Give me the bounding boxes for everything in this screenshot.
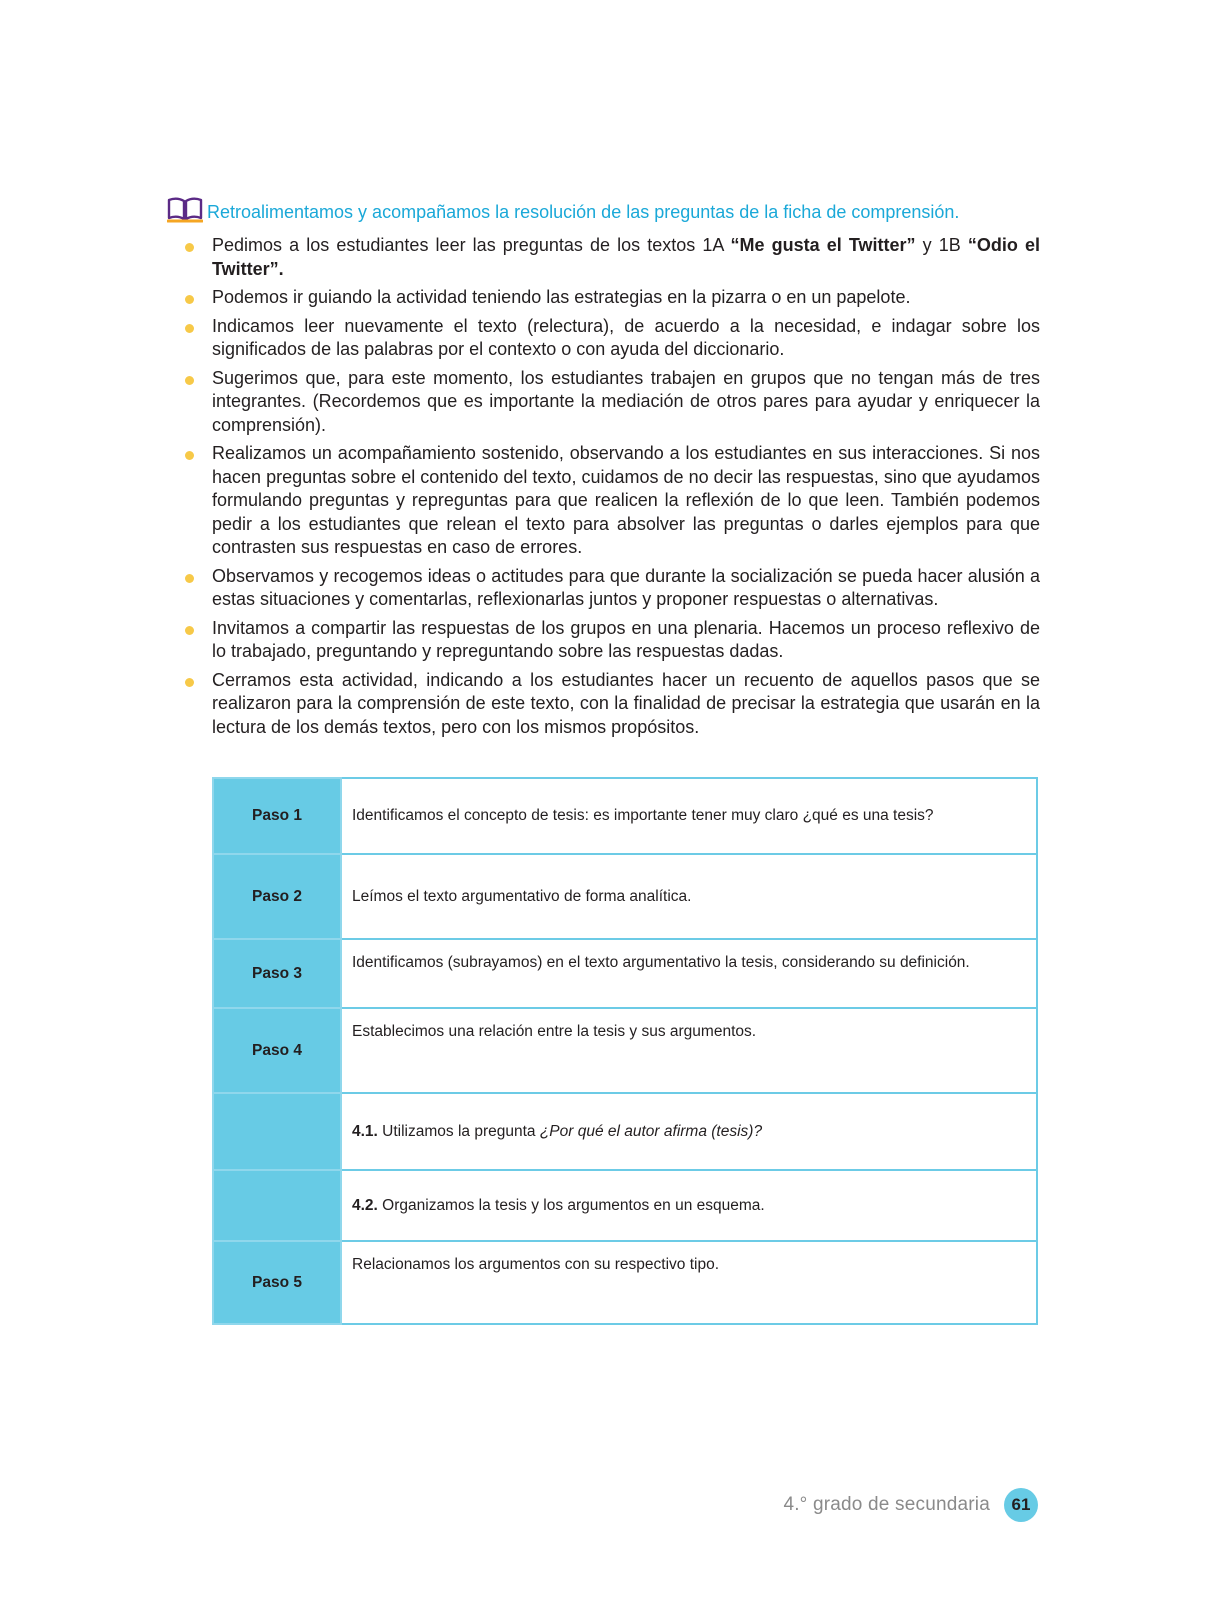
- table-row: [213, 1241, 1037, 1324]
- list-item: [185, 367, 1040, 438]
- substep-question: ¿Por qué el autor afirma (tesis)?: [539, 1122, 763, 1140]
- step-label: Paso 3: [213, 939, 341, 1008]
- table-row: [213, 854, 1037, 939]
- bullet-dot: [185, 295, 194, 304]
- bullet-dot: [185, 376, 194, 385]
- substep-number: 4.1.: [352, 1122, 378, 1140]
- list-item: [185, 617, 1040, 664]
- table-row: [213, 939, 1037, 1008]
- bold-title: “Me gusta el Twitter”: [730, 235, 916, 255]
- substep-number: 4.2.: [352, 1196, 378, 1214]
- step-label-empty: [213, 1170, 341, 1241]
- bullet-dot: [185, 324, 194, 333]
- bullet-text: Pedimos a los estudiantes leer las preguntas de los textos 1A: [212, 235, 731, 255]
- bullet-dot: [185, 574, 194, 583]
- grade-label: 4.° grado de secundaria: [783, 1494, 990, 1515]
- step-label: Paso 5: [213, 1241, 341, 1324]
- step-description: Identificamos (subrayamos) en el texto argumentativo la tesis, considerando su definición.: [341, 939, 1037, 1008]
- table-row: [213, 1093, 1037, 1170]
- bullet-dot: [185, 451, 194, 460]
- page-footer: [783, 1488, 1038, 1522]
- table-row: [213, 778, 1037, 854]
- bullet-text: Cerramos esta actividad, indicando a los estudiantes hacer un recuento de aquellos pasos que se realizaron para la comprensión de este texto, con la finalidad de precisar la estrategia que usarán en la lectura de los demás textos, pero con los mismos propósitos.: [212, 669, 1040, 737]
- substep-description: [341, 1093, 1037, 1170]
- step-description: Leímos el texto argumentativo de forma analítica.: [341, 854, 1037, 939]
- step-label-empty: [213, 1093, 341, 1170]
- list-item: [185, 669, 1040, 740]
- step-label: Paso 4: [213, 1008, 341, 1093]
- table-row: [213, 1170, 1037, 1241]
- bullet-dot: [185, 678, 194, 687]
- table-row: [213, 1008, 1037, 1093]
- page-number: 61: [1004, 1488, 1038, 1522]
- list-item: [185, 234, 1040, 281]
- list-item: [185, 286, 1040, 310]
- bullet-list: [185, 234, 1040, 744]
- heading-text: Retroalimentamos y acompañamos la resolución de las preguntas de la ficha de comprensión.: [207, 202, 960, 222]
- substep-text: Organizamos la tesis y los argumentos en un esquema.: [377, 1196, 765, 1214]
- list-item: [185, 565, 1040, 612]
- bullet-text: Invitamos a compartir las respuestas de los grupos en una plenaria. Hacemos un proceso reflexivo de lo trabajado, preguntando y repreguntando sobre las respuestas dadas.: [212, 617, 1040, 661]
- bullet-dot: [185, 243, 194, 252]
- step-label: Paso 1: [213, 778, 341, 854]
- section-heading: [167, 196, 959, 224]
- substep-text: Utilizamos la pregunta: [377, 1122, 540, 1140]
- bullet-text: Sugerimos que, para este momento, los estudiantes trabajen en grupos que no tengan más de tres integrantes. (Recordemos que es importante la mediación de otros pares para ayudar y enriquecer la comprensión).: [212, 367, 1040, 435]
- step-description: Identificamos el concepto de tesis: es importante tener muy claro ¿qué es una tesis?: [341, 778, 1037, 854]
- bullet-text: y 1B: [915, 235, 968, 255]
- bullet-text: Observamos y recogemos ideas o actitudes para que durante la socialización se pueda hacer alusión a estas situaciones y comentarlas, reflexionarlas juntos y proponer respuestas o alternativas.: [212, 565, 1040, 609]
- bullet-text: Indicamos leer nuevamente el texto (relectura), de acuerdo a la necesidad, e indagar sobre los significados de las palabras por el contexto o con ayuda del diccionario.: [212, 315, 1040, 359]
- bullet-text: Realizamos un acompañamiento sostenido, observando a los estudiantes en sus interacciones. Si nos hacen preguntas sobre el contenido del texto, cuidamos de no decir las respuestas, sino que ayudamos formulando preguntas y repreguntas para que realicen la reflexión de lo que leen. También podemos pedir a los estudiantes que relean el texto para absolver las preguntas o darles ejemplos para que contrasten sus respuestas en caso de errores.: [212, 443, 1040, 557]
- substep-description: [341, 1170, 1037, 1241]
- bullet-text: Podemos ir guiando la actividad teniendo las estrategias en la pizarra o en un papelote.: [212, 287, 911, 307]
- list-item: [185, 442, 1040, 560]
- steps-table: [212, 777, 1038, 1325]
- step-description: Relacionamos los argumentos con su respectivo tipo.: [341, 1241, 1037, 1324]
- step-label: Paso 2: [213, 854, 341, 939]
- list-item: [185, 315, 1040, 362]
- open-book-icon: [167, 196, 203, 224]
- step-description: Establecimos una relación entre la tesis y sus argumentos.: [341, 1008, 1037, 1093]
- bold-title: “Odio el Twitter”.: [212, 235, 1040, 279]
- bullet-dot: [185, 626, 194, 635]
